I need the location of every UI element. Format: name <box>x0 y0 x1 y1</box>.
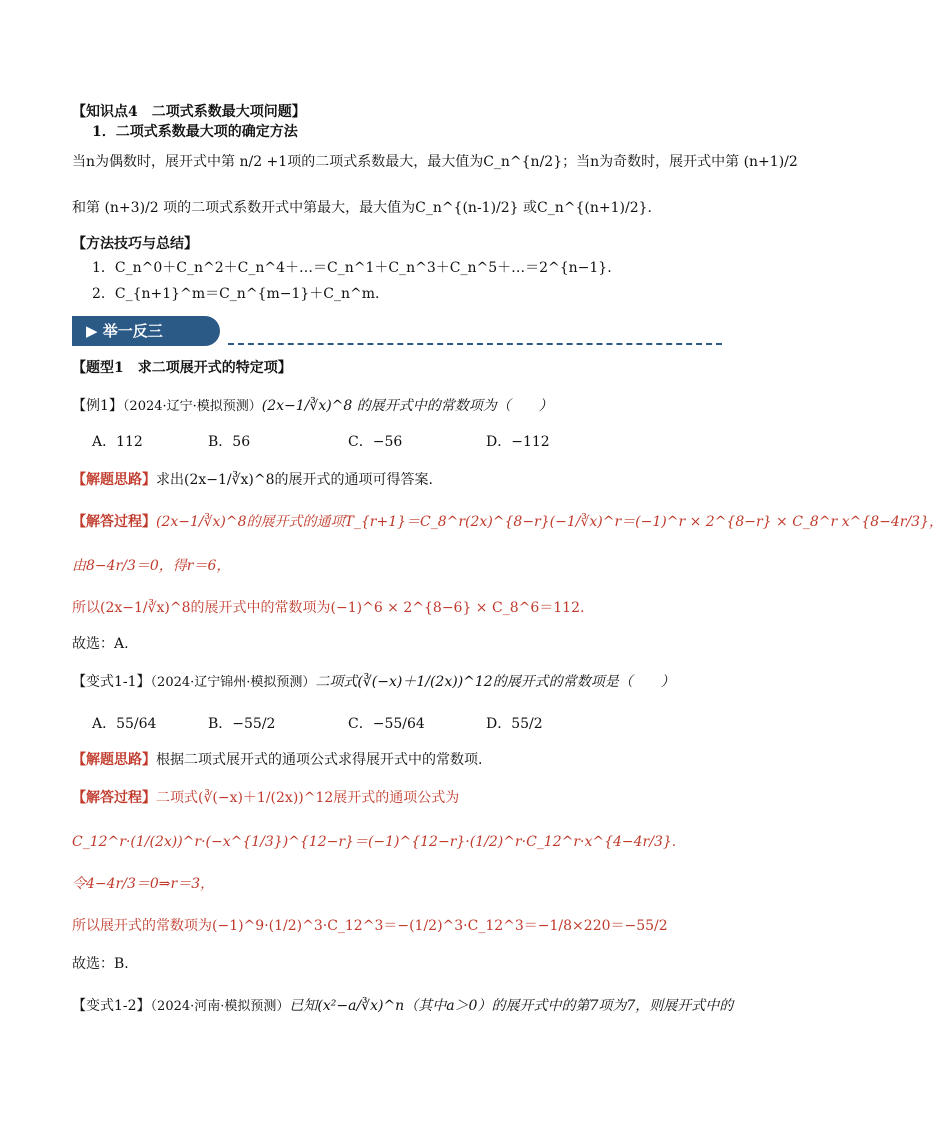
option-c: C．−56 <box>348 434 403 450</box>
process-line: 由8−4r/3＝0，得r＝6， <box>72 558 231 574</box>
paragraph: 和第 (n+3)/2 项的二项式系数开式中第最大，最大值为C_n^{(n-1)/2} 或C_n^{(n+1)/2}. <box>72 200 652 216</box>
variant-stem <box>72 996 733 1017</box>
idea-text: 根据二项式展开式的通项公式求得展开式中的常数项. <box>156 752 483 768</box>
process-label: 【解答过程】 <box>72 514 156 530</box>
variant-source: （2024·辽宁锦州·模拟预测） <box>150 675 316 690</box>
variant-stem <box>72 672 675 693</box>
option-d: D．55/2 <box>486 716 543 732</box>
solution-process <box>72 788 459 808</box>
process-line: C_12^r·(1/(2x))^r·(−x^{1/3})^{12−r}＝(−1)^{12−r}·(1/2)^r·C_12^r·x^{4−4r/3}. <box>72 834 677 850</box>
answer-line: 故选：A. <box>72 636 129 652</box>
example-question: (2x−1/∛x)^8 的展开式中的常数项为（ ） <box>261 398 553 414</box>
answer-line: 故选：B. <box>72 956 129 972</box>
solution-idea <box>72 470 433 490</box>
option-a: A．55/64 <box>92 716 157 732</box>
idea-label: 【解题思路】 <box>72 472 156 488</box>
option-b: B．−55/2 <box>208 716 276 732</box>
option-b: B．56 <box>208 434 251 450</box>
divider <box>228 343 722 345</box>
idea-label: 【解题思路】 <box>72 752 156 768</box>
variant-question: 已知(x²−a/∛x)^n（其中a＞0）的展开式中的第7项为7，则展开式中的 <box>289 998 734 1014</box>
solution-idea <box>72 750 482 770</box>
process-line: 所以展开式的常数项为(−1)^9·(1/2)^3·C_12^3＝−(1/2)^3·C_12^3＝−1/8×220＝−55/2 <box>72 918 668 934</box>
type-heading: 【题型1 求二项展开式的特定项】 <box>72 360 292 376</box>
process-line: 二项式(∛(−x)＋1/(2x))^12展开式的通项公式为 <box>156 790 460 806</box>
section-heading: 【知识点4 二项式系数最大项问题】 <box>72 104 306 120</box>
option-d: D．−112 <box>486 434 550 450</box>
example-source: （2024·辽宁·模拟预测） <box>122 399 262 414</box>
variant-label: 【变式1-1】 <box>72 674 151 690</box>
idea-text: 求出(2x−1/∛x)^8的展开式的通项可得答案. <box>156 472 433 488</box>
process-label: 【解答过程】 <box>72 790 156 806</box>
method-item: 1．C_n^0＋C_n^2＋C_n^4＋…＝C_n^1＋C_n^3＋C_n^5＋…＝2^{n−1}. <box>92 260 612 276</box>
variant-label: 【变式1-2】 <box>72 998 151 1014</box>
section-banner: ▶ 举一反三 <box>72 316 220 346</box>
process-line: 令4−4r/3＝0⇒r＝3， <box>72 876 215 892</box>
solution-process <box>72 512 943 532</box>
methods-heading: 【方法技巧与总结】 <box>72 236 198 252</box>
variant-question: 二项式(∛(−x)＋1/(2x))^12的展开式的常数项是（ ） <box>315 674 675 690</box>
option-c: C．−55/64 <box>348 716 425 732</box>
example-label: 【例1】 <box>72 398 123 414</box>
example-stem <box>72 396 553 417</box>
option-a: A．112 <box>92 434 143 450</box>
paragraph: 当n为偶数时，展开式中第 n/2 +1项的二项式系数最大，最大值为C_n^{n/2}；当n为奇数时，展开式中第 (n+1)/2 <box>72 154 798 170</box>
process-line: (2x−1/∛x)^8的展开式的通项T_{r+1}＝C_8^r(2x)^{8−r}(−1/∛x)^r＝(−1)^r × 2^{8−r} × C_8^r x^{8−4r/3}， <box>156 514 943 530</box>
variant-source: （2024·河南·模拟预测） <box>150 999 290 1014</box>
method-item: 2．C_{n+1}^m＝C_n^{m−1}＋C_n^m. <box>92 286 380 302</box>
subheading: 1．二项式系数最大项的确定方法 <box>92 124 298 140</box>
process-line: 所以(2x−1/∛x)^8的展开式中的常数项为(−1)^6 × 2^{8−6} × C_8^6＝112. <box>72 600 585 616</box>
